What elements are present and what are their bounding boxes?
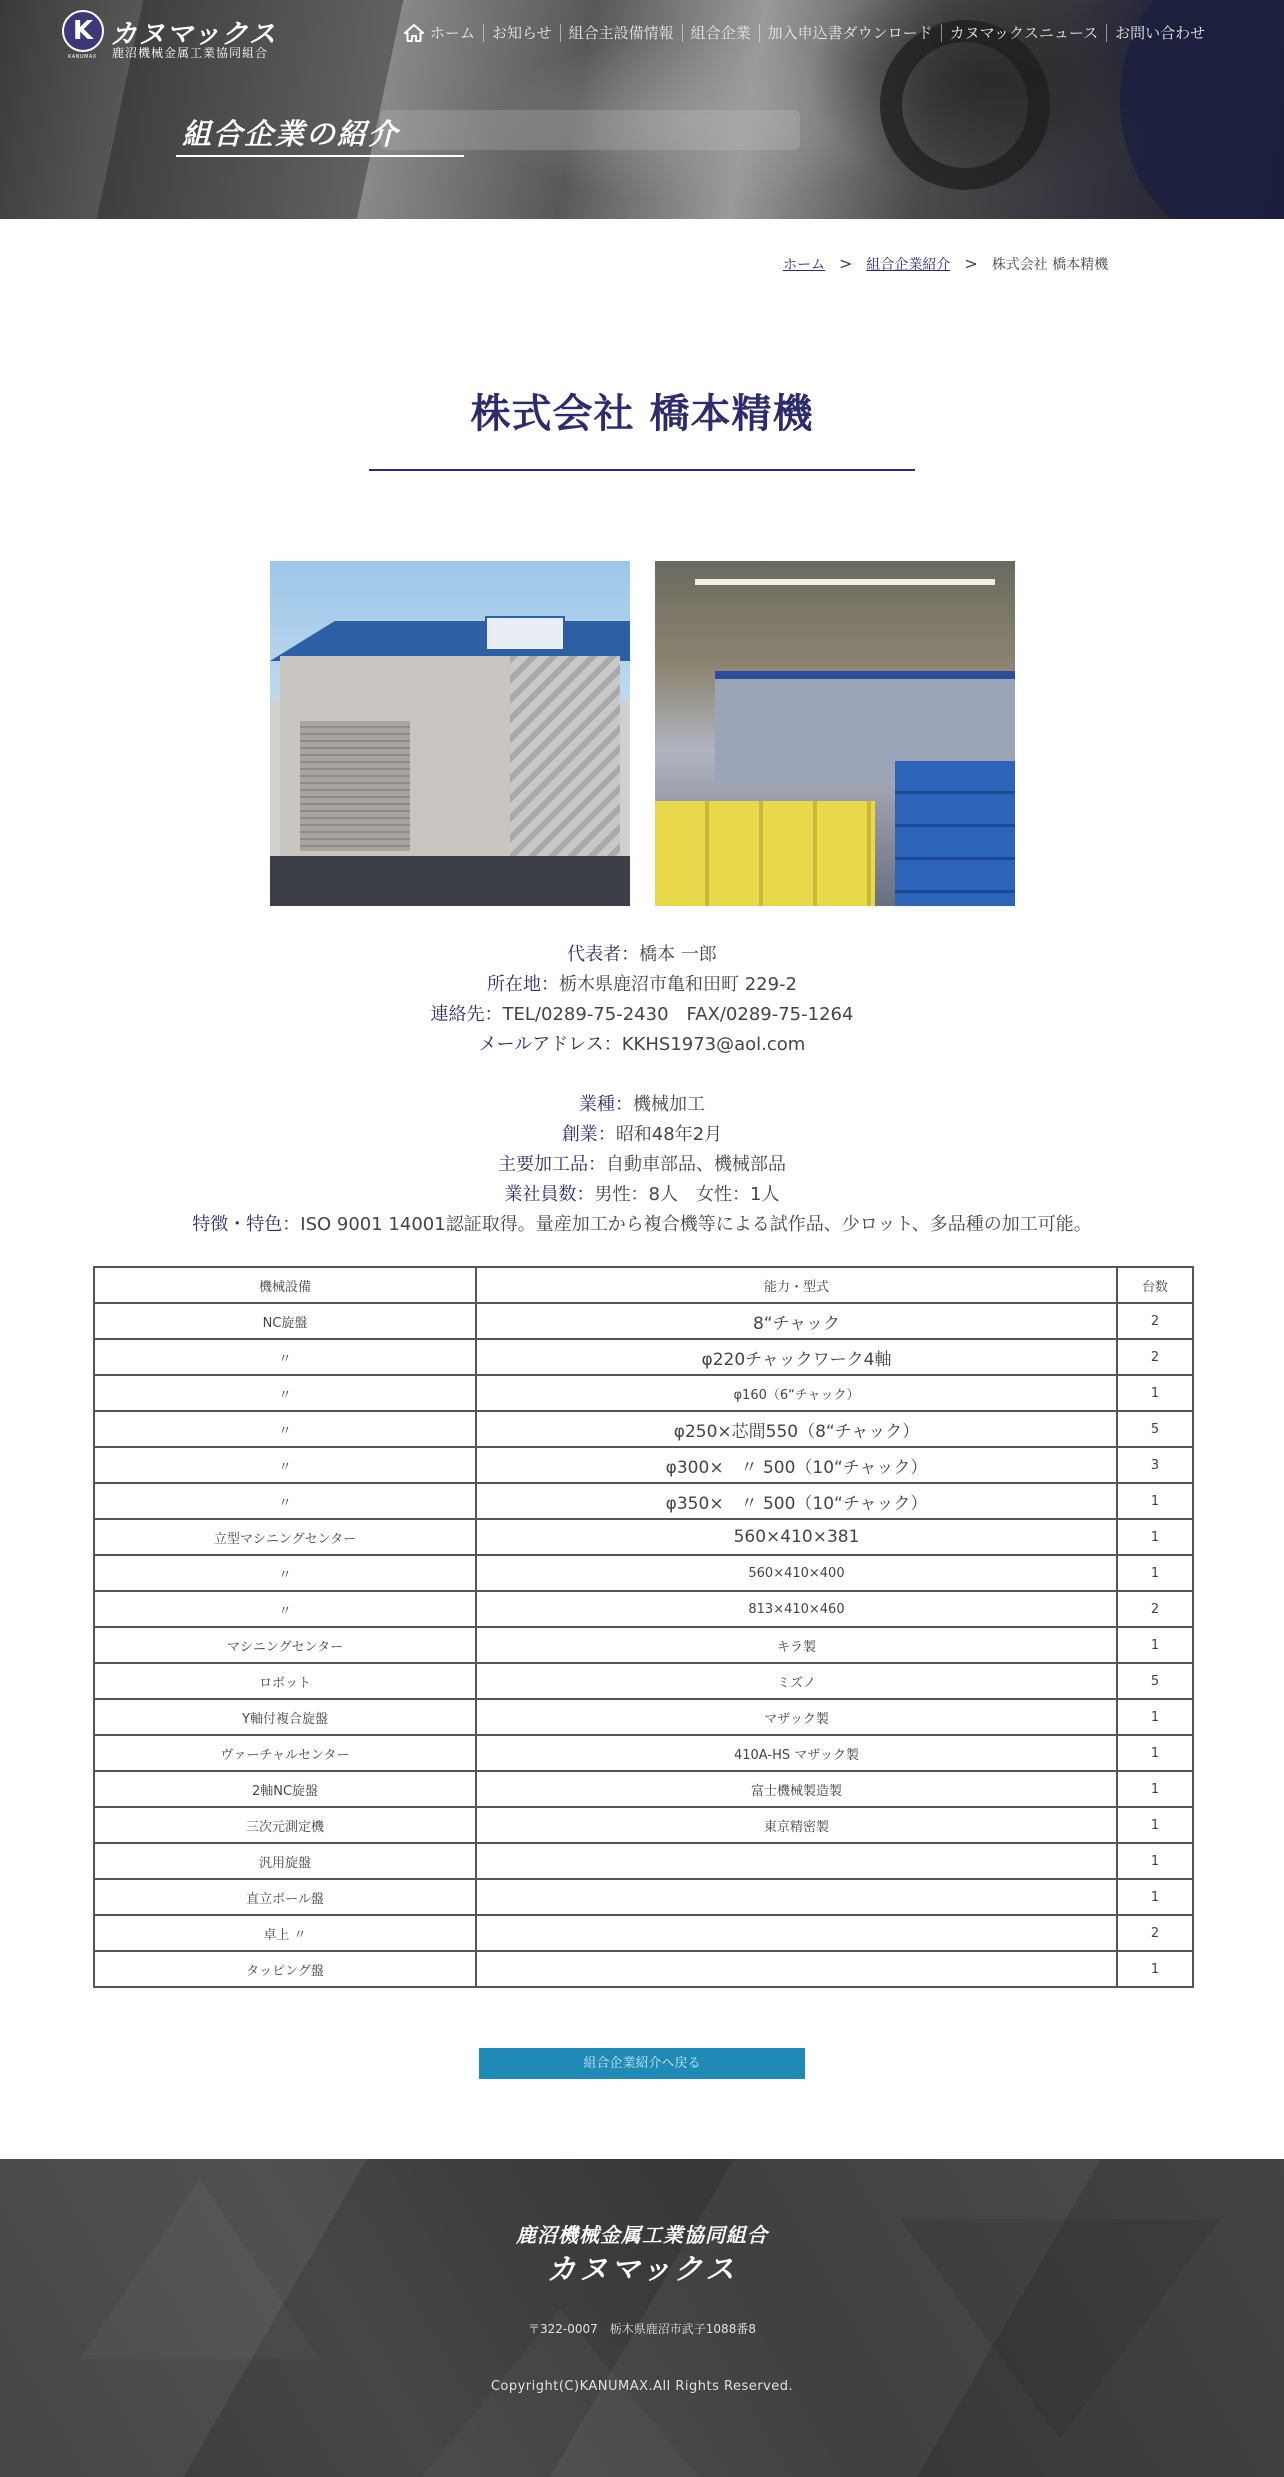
table-cell: φ350× 〃 500（10“チャック） — [476, 1483, 1117, 1519]
info-value[interactable]: KKHS1973@aol.com — [621, 1034, 806, 1055]
back-to-companies-button[interactable]: 組合企業紹介へ戻る — [479, 2048, 805, 2079]
info-address — [0, 970, 1284, 996]
table-cell: 560×410×400 — [476, 1555, 1117, 1591]
footer-brand: カヌマックス — [546, 2252, 738, 2286]
info-value: ISO 9001 14001認証取得。量産加工から複合機等による試作品、少ロット、多品種の加工可能。 — [300, 1214, 1092, 1235]
table-cell: キラ製 — [476, 1627, 1117, 1663]
info-founded — [0, 1120, 1284, 1146]
info-contact — [0, 1000, 1284, 1026]
table-cell: 1 — [1117, 1555, 1193, 1591]
hero-bg-shape — [880, 20, 1050, 190]
table-cell: 2 — [1117, 1303, 1193, 1339]
table-cell: NC旋盤 — [94, 1303, 476, 1339]
table-cell: 2 — [1117, 1915, 1193, 1951]
table-cell: 1 — [1117, 1375, 1193, 1411]
table-row — [94, 1303, 1193, 1339]
table-cell: φ300× 〃 500（10“チャック） — [476, 1447, 1117, 1483]
table-cell: 1 — [1117, 1699, 1193, 1735]
hero-title: 組合企業の紹介 — [182, 117, 400, 151]
info-products — [0, 1150, 1284, 1176]
table-cell: 2 — [1117, 1339, 1193, 1375]
table-row — [94, 1483, 1193, 1519]
table-cell: 1 — [1117, 1735, 1193, 1771]
logo-subtitle: 鹿沼機械金属工業協同組合 — [112, 46, 269, 60]
table-cell: 富士機械製造製 — [476, 1771, 1117, 1807]
info-representative — [0, 940, 1284, 966]
table-row — [94, 1735, 1193, 1771]
info-label: 業社員数： — [504, 1184, 595, 1205]
table-cell: 〃 — [94, 1591, 476, 1627]
table-row — [94, 1591, 1193, 1627]
table-row — [94, 1915, 1193, 1951]
breadcrumb-home[interactable]: ホーム — [783, 257, 825, 273]
table-cell: 1 — [1117, 1627, 1193, 1663]
info-value: 栃木県鹿沼市亀和田町 229-2 — [558, 974, 798, 995]
hero-bg-shape — [380, 110, 800, 150]
site-logo[interactable] — [62, 10, 282, 62]
table-cell: 5 — [1117, 1663, 1193, 1699]
info-features — [0, 1210, 1284, 1236]
nav-news[interactable]: お知らせ — [484, 24, 561, 42]
table-cell: 1 — [1117, 1771, 1193, 1807]
table-cell: 1 — [1117, 1519, 1193, 1555]
table-cell: 560×410×381 — [476, 1519, 1117, 1555]
photo-ground — [270, 856, 630, 906]
nav-equipment[interactable]: 組合主設備情報 — [561, 24, 683, 42]
photo-blue-crates — [895, 761, 1015, 906]
breadcrumb-separator: > — [839, 254, 853, 273]
table-cell: 1 — [1117, 1843, 1193, 1879]
hero-header — [0, 0, 1284, 219]
table-cell: タッピング盤 — [94, 1951, 476, 1987]
photo-yellow-crates — [655, 801, 875, 906]
site-footer — [0, 2159, 1284, 2477]
table-row — [94, 1375, 1193, 1411]
table-row — [94, 1843, 1193, 1879]
info-label: 連絡先： — [430, 1004, 503, 1025]
logo-mark-caption: KANUMAX — [68, 54, 97, 60]
info-value: 男性：8人 女性：1人 — [594, 1184, 780, 1205]
table-cell: φ160（6“チャック） — [476, 1375, 1117, 1411]
table-cell: ミズノ — [476, 1663, 1117, 1699]
info-value: 橋本 一郎 — [639, 944, 717, 965]
table-cell: 卓上 〃 — [94, 1915, 476, 1951]
table-cell: 1 — [1117, 1951, 1193, 1987]
nav-companies[interactable]: 組合企業 — [683, 24, 760, 42]
breadcrumb — [783, 254, 1108, 274]
info-value: 昭和48年2月 — [615, 1124, 723, 1145]
nav-download[interactable]: 加入申込書ダウンロード — [760, 24, 942, 42]
table-cell: 直立ボール盤 — [94, 1879, 476, 1915]
photo-stairs — [510, 656, 620, 856]
table-cell: 2軸NC旋盤 — [94, 1771, 476, 1807]
info-label: 所在地： — [486, 974, 559, 995]
table-cell: ロボット — [94, 1663, 476, 1699]
table-cell — [476, 1843, 1117, 1879]
table-cell: 1 — [1117, 1483, 1193, 1519]
table-cell: 1 — [1117, 1879, 1193, 1915]
table-cell: 東京精密製 — [476, 1807, 1117, 1843]
info-label: 創業： — [561, 1124, 616, 1145]
table-row — [94, 1519, 1193, 1555]
table-row — [94, 1951, 1193, 1987]
table-cell: 汎用旋盤 — [94, 1843, 476, 1879]
table-cell: 〃 — [94, 1411, 476, 1447]
breadcrumb-parent[interactable]: 組合企業紹介 — [866, 257, 951, 273]
table-header-equipment: 機械設備 — [94, 1267, 476, 1303]
info-employees — [0, 1180, 1284, 1206]
table-cell: 〃 — [94, 1555, 476, 1591]
table-cell: 410A-HS マザック製 — [476, 1735, 1117, 1771]
table-row — [94, 1447, 1193, 1483]
nav-home[interactable]: ホーム — [430, 24, 484, 42]
table-row — [94, 1663, 1193, 1699]
table-cell: 立型マシニングセンター — [94, 1519, 476, 1555]
table-cell: 〃 — [94, 1375, 476, 1411]
breadcrumb-current: 株式会社 橋本精機 — [991, 257, 1109, 273]
table-cell: 〃 — [94, 1447, 476, 1483]
table-cell: 〃 — [94, 1483, 476, 1519]
table-header-capacity: 能力・型式 — [476, 1267, 1117, 1303]
table-header-count: 台数 — [1117, 1267, 1193, 1303]
table-cell: ヴァーチャルセンター — [94, 1735, 476, 1771]
hero-title-underline — [176, 155, 464, 157]
logo-mark — [62, 10, 104, 52]
photo-shutter — [300, 721, 410, 851]
table-cell — [476, 1951, 1117, 1987]
breadcrumb-separator: > — [964, 254, 978, 273]
logo-name: カヌマックス — [110, 19, 277, 50]
info-label: 代表者： — [567, 944, 640, 965]
table-cell: 三次元測定機 — [94, 1807, 476, 1843]
table-cell: 2 — [1117, 1591, 1193, 1627]
home-icon[interactable] — [404, 24, 424, 42]
photo-sign — [485, 616, 565, 651]
info-label: 業種： — [579, 1094, 633, 1115]
factory-interior-photo — [655, 561, 1015, 906]
table-cell — [476, 1915, 1117, 1951]
table-cell: 813×410×460 — [476, 1591, 1117, 1627]
footer-org-name: 鹿沼機械金属工業協同組合 — [516, 2223, 768, 2247]
global-nav — [404, 22, 1213, 44]
info-value: 機械加工 — [633, 1094, 705, 1115]
footer-copyright: Copyright(C)KANUMAX.All Rights Reserved. — [490, 2379, 794, 2394]
table-row — [94, 1555, 1193, 1591]
table-cell — [476, 1879, 1117, 1915]
table-cell: φ250×芯間550（8“チャック） — [476, 1411, 1117, 1447]
photo-lights — [695, 579, 995, 585]
company-building-photo — [270, 561, 630, 906]
table-row — [94, 1699, 1193, 1735]
photo-roof — [270, 621, 630, 661]
table-row — [94, 1879, 1193, 1915]
table-cell: 1 — [1117, 1807, 1193, 1843]
info-value: TEL/0289-75-2430 FAX/0289-75-1264 — [502, 1004, 854, 1025]
table-cell: 5 — [1117, 1411, 1193, 1447]
table-cell: 〃 — [94, 1339, 476, 1375]
info-email — [0, 1030, 1284, 1056]
table-cell: Y軸付複合旋盤 — [94, 1699, 476, 1735]
table-header-row — [94, 1267, 1193, 1303]
page-title: 株式会社 橋本精機 — [470, 391, 814, 437]
table-row — [94, 1807, 1193, 1843]
table-row — [94, 1771, 1193, 1807]
info-industry — [0, 1090, 1284, 1116]
equipment-table — [93, 1266, 1194, 1988]
info-value: 自動車部品、機械部品 — [606, 1154, 786, 1175]
info-label: メールアドレス： — [478, 1034, 622, 1055]
table-row — [94, 1339, 1193, 1375]
table-cell: 3 — [1117, 1447, 1193, 1483]
table-row — [94, 1627, 1193, 1663]
nav-kanumax-news[interactable]: カヌマックスニュース — [942, 24, 1108, 42]
logo-mark-letter: K — [72, 16, 94, 46]
table-cell: 8“チャック — [476, 1303, 1117, 1339]
nav-contact[interactable]: お問い合わせ — [1115, 24, 1206, 42]
table-cell: φ220チャックワーク4軸 — [476, 1339, 1117, 1375]
info-label: 主要加工品： — [498, 1154, 606, 1175]
info-label: 特徴・特色： — [192, 1214, 301, 1235]
table-row — [94, 1411, 1193, 1447]
table-cell: マザック製 — [476, 1699, 1117, 1735]
footer-address: 〒322-0007 栃木県鹿沼市武子1088番8 — [528, 2322, 756, 2336]
table-cell: マシニングセンター — [94, 1627, 476, 1663]
title-underline — [369, 469, 915, 471]
